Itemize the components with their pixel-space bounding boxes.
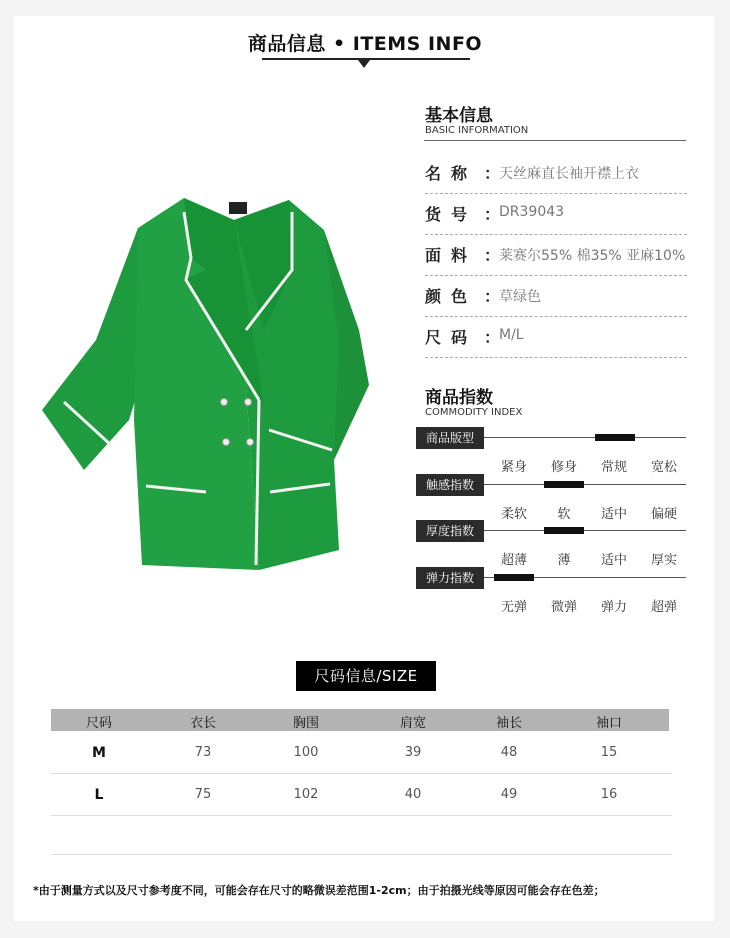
index-row <box>416 427 686 475</box>
index-option: 薄 <box>557 553 571 568</box>
size-cell: L <box>94 787 104 803</box>
size-header-cell: 胸围 <box>292 716 319 731</box>
size-header-cell: 肩宽 <box>399 716 426 731</box>
size-cell: 75 <box>194 787 212 802</box>
info-row <box>425 325 687 366</box>
basic-info-rule <box>424 140 686 141</box>
size-header-cell: 衣长 <box>189 716 216 731</box>
size-row <box>51 775 672 817</box>
info-row <box>425 284 687 325</box>
size-row-divider <box>51 773 672 774</box>
index-option: 微弹 <box>550 599 577 615</box>
info-divider <box>425 316 687 317</box>
info-colon: ： <box>484 328 501 347</box>
size-header-cell: 袖长 <box>495 716 522 731</box>
index-option: 紧身 <box>500 460 527 475</box>
product-image <box>34 170 379 602</box>
info-label: 尺码 <box>425 328 478 347</box>
size-section-title: 尺码信息/SIZE <box>296 661 436 691</box>
size-table-header <box>51 709 669 731</box>
index-option: 偏硬 <box>650 506 677 522</box>
index-marker <box>544 481 584 488</box>
index-marker <box>494 574 534 581</box>
index-option: 宽松 <box>650 460 677 475</box>
size-row-divider <box>51 854 672 855</box>
index-track <box>484 484 686 485</box>
index-row <box>416 520 686 568</box>
info-divider <box>425 275 687 276</box>
info-divider <box>425 357 687 358</box>
size-cell: 102 <box>293 787 319 802</box>
index-option: 无弹 <box>500 599 527 615</box>
index-row <box>416 567 686 615</box>
info-row <box>425 161 687 202</box>
basic-info-title: 基本信息 <box>425 106 493 126</box>
index-label: 商品版型 <box>416 427 484 449</box>
size-cell: 49 <box>500 787 518 802</box>
index-label: 厚度指数 <box>416 520 484 542</box>
size-cell: 16 <box>600 787 618 802</box>
info-colon: ： <box>484 287 501 306</box>
info-row <box>425 243 687 284</box>
index-option: 超弹 <box>650 599 677 615</box>
size-cell: 73 <box>194 745 212 760</box>
info-value: M/L <box>499 327 524 343</box>
info-colon: ： <box>484 205 501 224</box>
basic-info-subtitle: BASIC INFORMATION <box>425 125 529 136</box>
size-cell: 15 <box>600 745 618 760</box>
info-label: 名称 <box>425 164 478 183</box>
info-label: 货号 <box>425 205 478 224</box>
size-row <box>51 733 672 775</box>
index-label: 弹力指数 <box>416 567 484 589</box>
size-header-cell: 尺码 <box>85 716 112 731</box>
index-label: 触感指数 <box>416 474 484 496</box>
index-option: 适中 <box>600 506 627 522</box>
index-option: 弹力 <box>600 599 627 615</box>
page-title: 商品信息 • ITEMS INFO <box>247 33 483 55</box>
index-option: 超薄 <box>500 553 527 568</box>
index-marker <box>544 527 584 534</box>
info-divider <box>425 193 687 194</box>
info-colon: ： <box>484 164 501 183</box>
title-pointer-icon <box>358 60 370 68</box>
size-cell: 100 <box>293 745 319 760</box>
size-cell: M <box>92 745 106 761</box>
info-label: 颜色 <box>425 287 478 306</box>
info-label: 面料 <box>425 246 478 265</box>
index-track <box>484 530 686 531</box>
index-row <box>416 474 686 522</box>
size-cell: 48 <box>500 745 518 760</box>
info-colon: ： <box>484 246 501 265</box>
commodity-index-subtitle: COMMODITY INDEX <box>425 407 523 418</box>
index-option: 柔软 <box>500 506 527 522</box>
info-value: DR39043 <box>499 204 565 220</box>
index-option: 常规 <box>600 460 627 475</box>
info-value: 天丝麻直长袖开襟上衣 <box>499 166 639 182</box>
index-option: 软 <box>557 506 571 522</box>
index-marker <box>595 434 635 441</box>
index-option: 适中 <box>600 553 627 568</box>
commodity-index-title: 商品指数 <box>425 388 493 408</box>
index-option: 厚实 <box>650 553 677 568</box>
info-row <box>425 202 687 243</box>
info-value: 草绿色 <box>499 289 541 305</box>
info-divider <box>425 234 687 235</box>
size-cell: 39 <box>404 745 422 760</box>
index-track <box>484 437 686 438</box>
measurement-note: *由于测量方式以及尺寸参考度不同，可能会存在尺寸的略微误差范围1-2cm；由于拍摄光线等原因可能会存在色差； <box>33 884 605 897</box>
info-value: 莱赛尔55% 棉35% 亚麻10% <box>499 248 686 264</box>
size-header-cell: 袖口 <box>595 716 622 731</box>
index-option: 修身 <box>550 460 577 475</box>
size-cell: 40 <box>404 787 422 802</box>
size-row-divider <box>51 815 672 816</box>
